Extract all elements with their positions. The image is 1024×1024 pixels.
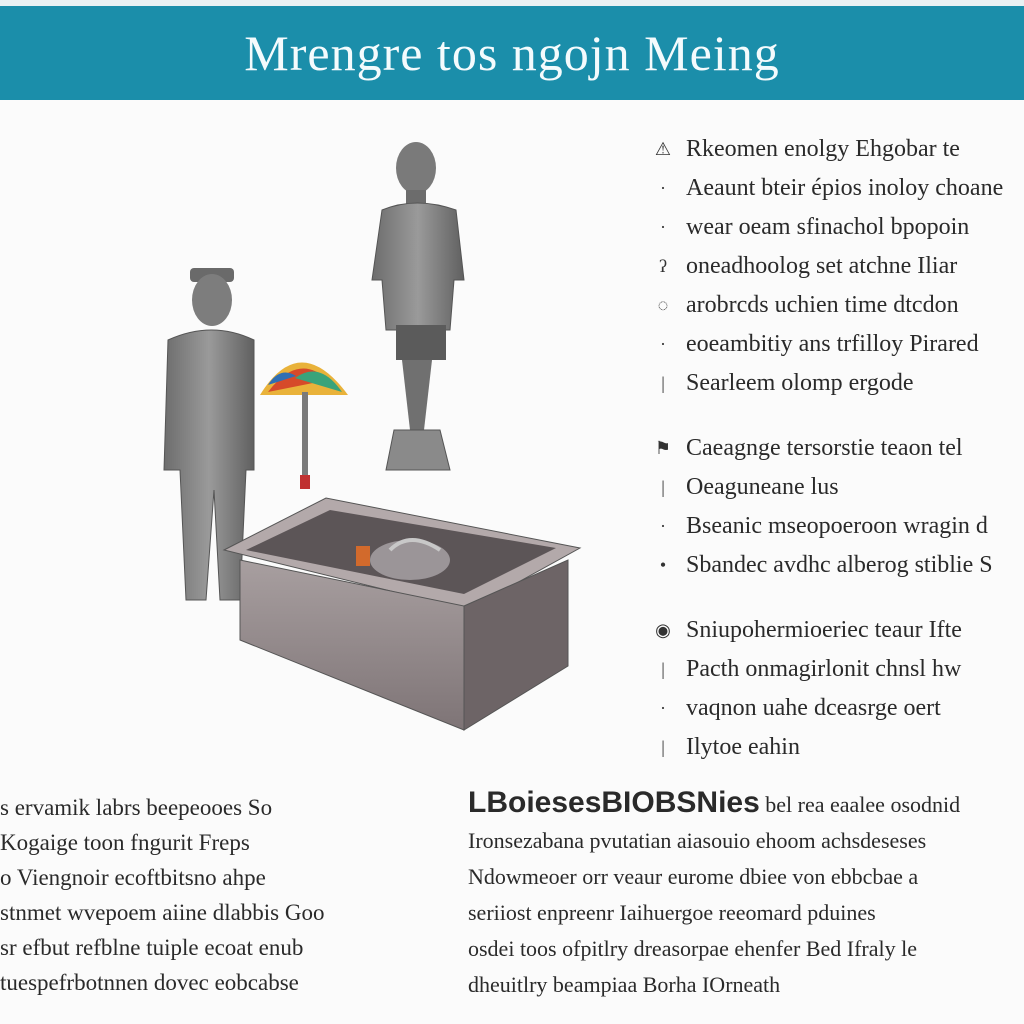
paragraph-line: tuespefrbotnnen dovec eobcabse [0,970,299,995]
bar-marker: | [661,737,665,757]
hook-marker: ʔ [659,256,667,276]
dot-marker: · [660,178,666,198]
note-item: ⚑ Caeagnge tersorstie teaon tel [650,429,1024,468]
dot-marker: · [660,334,666,354]
dot-marker: · [660,217,666,237]
warning-icon: ⚠ [654,139,672,159]
note-item: | Ilytoe eahin [650,728,1024,767]
bar-marker: | [661,477,665,497]
ring-bullet-icon: ◌ [657,295,669,315]
lead-line [468,785,1024,823]
paragraph-line: stnmet wvepoem aiine dlabbis Goo [0,900,325,925]
left-text-column [0,790,430,1000]
note-item: · eoeambitiy ans trfilloy Pirared [650,325,1024,364]
notes-group-2 [650,429,1024,585]
note-item: | Oeaguneane lus [650,468,1024,507]
standing-figure-right [372,142,464,470]
ring-bullet-icon: • [659,555,667,575]
paragraph-line: Ndowmeoer orr veaur eurome dbiee von ebbcbae a [468,864,919,889]
lead-heading: LBoiesesBIOBSNies [468,786,760,819]
note-item: · vaqnon uahe dceasrge oert [650,689,1024,728]
ring-bullet-icon: ◉ [655,620,671,640]
note-item: · Bseanic mseopoeroon wragin d [650,507,1024,546]
notes-panel [650,130,1024,793]
note-item: | Pacth onmagirlonit chnsl hw [650,650,1024,689]
paragraph-line: Kogaige toon fngurit Freps [0,830,250,855]
note-item: • Sbandec avdhc alberog stiblie S [650,546,1024,585]
paragraph-line: sr efbut refblne tuiple ecoat enub [0,935,304,960]
bar-marker: | [661,373,665,393]
dot-marker: · [660,698,666,718]
colorful-umbrella [260,363,348,490]
note-item: ʔ oneadhoolog set atchne Iliar [650,247,1024,286]
paragraph-line: osdei toos ofpitlry dreasorpae ehenfer Bed Ifraly le [468,936,917,961]
notes-group-3 [650,611,1024,767]
dot-marker: · [660,516,666,536]
right-text-column [468,785,1024,1003]
page-title: Mrengre tos ngojn Meing [244,25,780,81]
paragraph-line: Ironsezabana pvutatian aiasouio ehoom achsdeseses [468,828,927,853]
open-box [224,498,580,730]
paragraph-line: seriiost enpreenr Iaihuergoe reeomard pduines [468,900,876,925]
paragraph-line: dheuitlry beampiaa Borha IOrneath [468,972,781,997]
flag-icon: ⚑ [654,438,672,458]
illustration [150,130,600,770]
notes-group-1 [650,130,1024,403]
note-item: ◌ arobrcds uchien time dtcdon [650,286,1024,325]
note-item: ⚠ Rkeomen enolgy Ehgobar te [650,130,1024,169]
note-item: ◉ Sniupohermioeriec teaur Ifte [650,611,1024,650]
note-item: · wear oeam sfinachol bpopoin [650,208,1024,247]
paragraph-line: s ervamik labrs beepeooes So [0,795,273,820]
bar-marker: | [661,659,665,679]
title-banner [0,0,1024,100]
note-item: · Aeaunt bteir épios inoloy choane [650,169,1024,208]
paragraph-line: o Viengnoir ecoftbitsno ahpe [0,865,266,890]
note-item: | Searleem olomp ergode [650,364,1024,403]
lead-rest: bel rea eaalee osodnid [759,792,961,817]
